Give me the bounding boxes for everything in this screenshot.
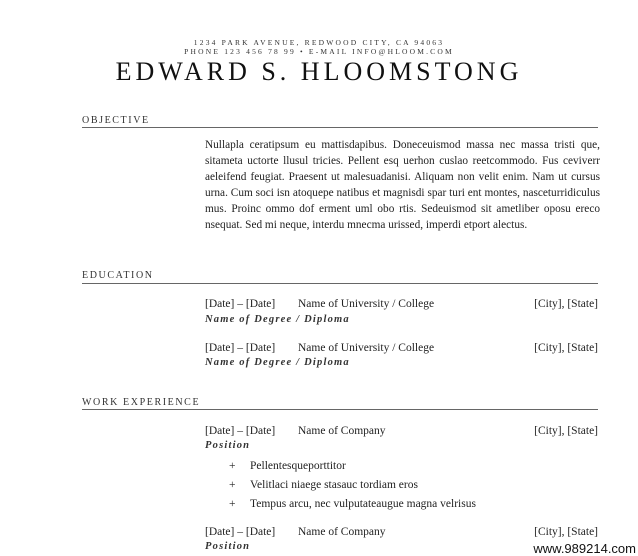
section-heading-work: WORK EXPERIENCE — [82, 397, 201, 408]
entry-dates: [Date] – [Date] — [205, 298, 276, 310]
bullet-item: Tempus arcu, nec vulputateaugue magna velrisus — [250, 498, 476, 510]
entry-company: Name of Company — [298, 425, 386, 437]
entry-company: Name of Company — [298, 526, 386, 538]
entry-location: [City], [State] — [534, 342, 598, 354]
candidate-name: EDWARD S. HLOOMSTONG — [115, 57, 523, 86]
bullet-plus-icon: + — [229, 479, 236, 491]
divider — [82, 409, 598, 410]
entry-position: Position — [205, 541, 251, 552]
entry-degree: Name of Degree / Diploma — [205, 314, 350, 325]
contact-line: PHONE 123 456 78 99 • E-MAIL INFO@HLOOM.COM — [184, 47, 454, 56]
objective-text: Nullapla ceratipsum eu mattisdapibus. Doneceuismod massa nec massa tristi que, sitameta uctorte llusul tricies. Pellent esq uerhon cuslao reetcommodo. Fus ceviverr aeleifend feugiat. Praesent ut malesuadanisi. Aliquam non velit enim. Nam ut cursus urna. Cum soci isn atoquepe natibus et magnisdi spar turi ent montes, nasceturridiculus mus. Proinc ommo dof erment uml obo rtis. Sedeuismod sit ametliber oposu ereco nsequat. Sed mi neque, interdu mnecma urissed, imperdi etport alectus. — [205, 139, 600, 231]
entry-location: [City], [State] — [534, 425, 598, 437]
section-heading-objective: OBJECTIVE — [82, 115, 150, 126]
bullet-item: Pellentesqueporttitor — [250, 460, 346, 472]
divider — [82, 283, 598, 284]
entry-degree: Name of Degree / Diploma — [205, 357, 350, 368]
section-heading-education: EDUCATION — [82, 270, 154, 281]
entry-dates: [Date] – [Date] — [205, 425, 276, 437]
bullet-item: Velitlaci niaege stasauc tordiam eros — [250, 479, 418, 491]
address: 1234 PARK AVENUE, REDWOOD CITY, CA 94063 — [193, 38, 445, 47]
divider — [82, 127, 598, 128]
bullet-plus-icon: + — [229, 498, 236, 510]
entry-dates: [Date] – [Date] — [205, 526, 276, 538]
bullet-plus-icon: + — [229, 460, 236, 472]
entry-institution: Name of University / College — [298, 298, 435, 310]
entry-position: Position — [205, 440, 251, 451]
entry-dates: [Date] – [Date] — [205, 342, 276, 354]
watermark: www.989214.com — [533, 541, 636, 556]
entry-location: [City], [State] — [534, 298, 598, 310]
entry-location: [City], [State] — [534, 526, 598, 538]
entry-institution: Name of University / College — [298, 342, 435, 354]
